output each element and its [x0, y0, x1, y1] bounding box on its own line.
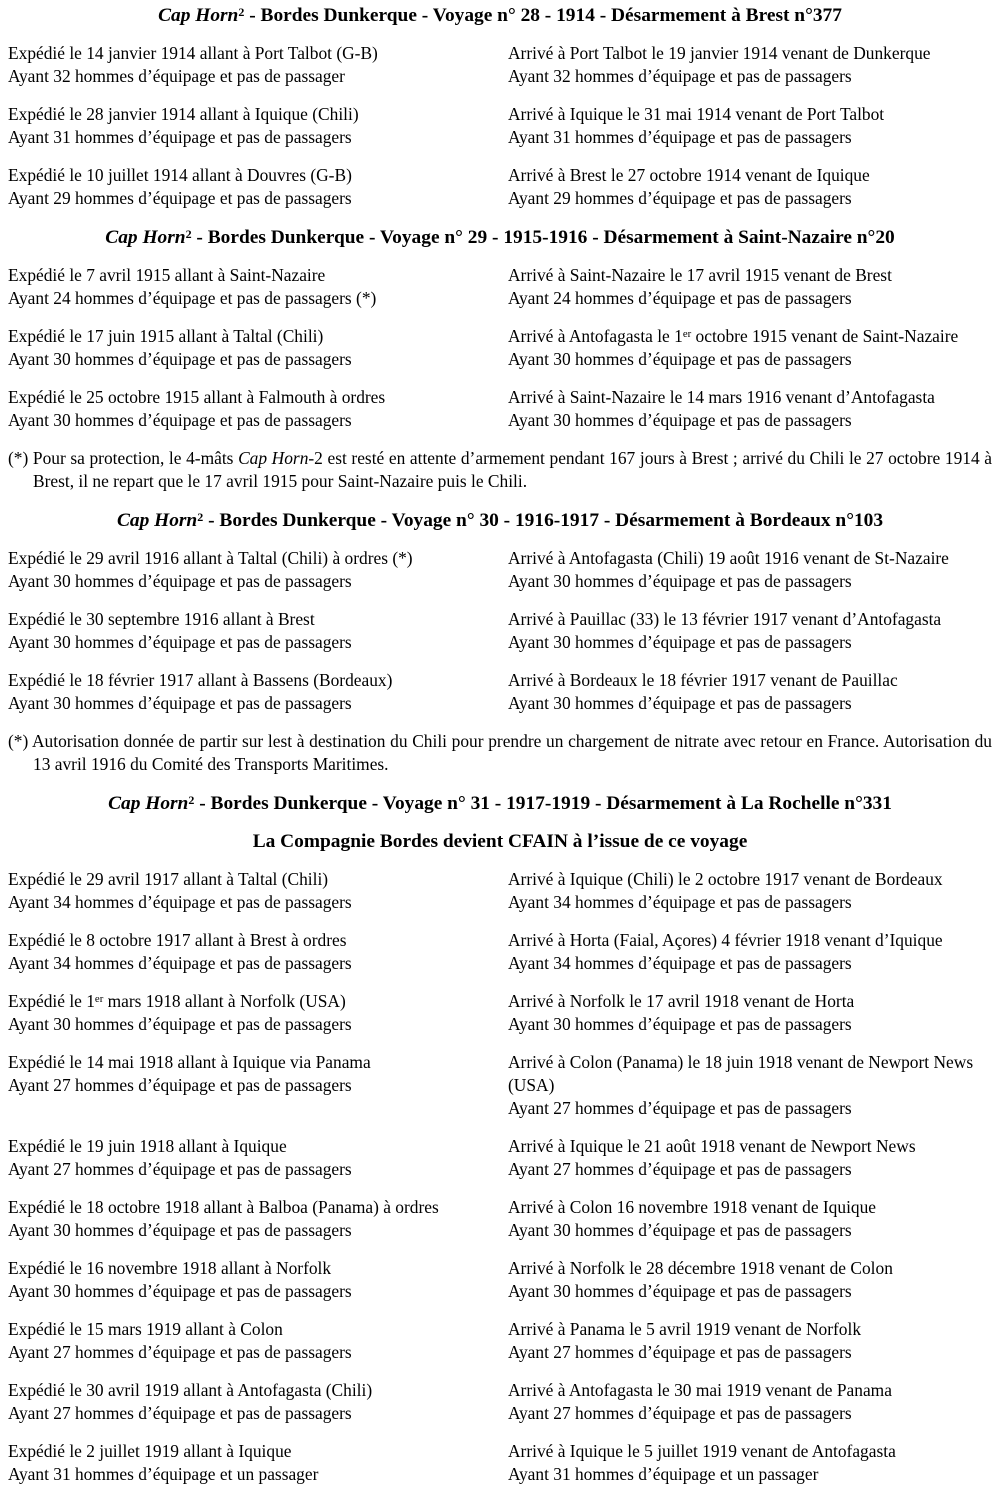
arrival-cell — [508, 1257, 992, 1303]
voyage-entry — [8, 103, 992, 149]
crew-line: Ayant 30 hommes d’équipage et pas de passagers — [8, 571, 352, 591]
crew-line: Ayant 30 hommes d’équipage et pas de passagers — [508, 1014, 852, 1034]
ship-number-sup: 2 — [188, 792, 195, 807]
crew-line: Ayant 31 hommes d’équipage et un passager — [508, 1464, 819, 1484]
arrival-line: Arrivé à Iquique le 5 juillet 1919 venant de Antofagasta — [508, 1441, 896, 1461]
departure-cell — [8, 990, 508, 1036]
crew-line: Ayant 27 hommes d’équipage et pas de passagers — [508, 1403, 852, 1423]
crew-line: Ayant 27 hommes d’équipage et pas de passagers — [508, 1342, 852, 1362]
voyage-entry — [8, 1440, 992, 1486]
crew-line: Ayant 27 hommes d’équipage et pas de passagers — [508, 1098, 852, 1118]
ship-name: Cap Horn — [238, 448, 309, 468]
section-title-text: - Bordes Dunkerque - Voyage n° 28 - 1914 - Désarmement à Brest n°377 — [244, 5, 842, 26]
footnote-text: (*) Pour sa protection, le 4-mâts — [8, 448, 239, 468]
voyage-entry — [8, 264, 992, 310]
section-title — [8, 226, 992, 250]
arrival-line: Arrivé à Brest le 27 octobre 1914 venant de Iquique — [508, 165, 870, 185]
voyage-entry — [8, 1196, 992, 1242]
crew-line: Ayant 30 hommes d’équipage et pas de passagers — [8, 1014, 352, 1034]
crew-line: Ayant 34 hommes d’équipage et pas de passagers — [508, 892, 852, 912]
voyage-entry — [8, 547, 992, 593]
crew-line: Ayant 27 hommes d’équipage et pas de passagers — [8, 1403, 352, 1423]
voyage-entry — [8, 669, 992, 715]
voyage-section-31 — [8, 792, 992, 1486]
departure-line: Expédié le 30 avril 1919 allant à Antofagasta (Chili) — [8, 1380, 373, 1400]
arrival-line: Arrivé à Colon (Panama) le 18 juin 1918 venant de Newport News (USA) — [508, 1052, 974, 1095]
arrival-cell — [508, 325, 992, 371]
crew-line: Ayant 24 hommes d’équipage et pas de passagers — [508, 288, 852, 308]
arrival-cell — [508, 103, 992, 149]
crew-line: Ayant 29 hommes d’équipage et pas de passagers — [508, 188, 852, 208]
departure-cell — [8, 325, 508, 371]
departure-line: Expédié le 14 mai 1918 allant à Iquique via Panama — [8, 1052, 371, 1072]
crew-line: Ayant 32 hommes d’équipage et pas de passager — [8, 66, 345, 86]
arrival-line: Arrivé à Port Talbot le 19 janvier 1914 venant de Dunkerque — [508, 43, 931, 63]
departure-line: Expédié le 19 juin 1918 allant à Iquique — [8, 1136, 287, 1156]
departure-line: Expédié le 16 novembre 1918 allant à Norfolk — [8, 1258, 332, 1278]
ship-number-sup: 2 — [197, 509, 204, 524]
departure-line: Expédié le 30 septembre 1916 allant à Brest — [8, 609, 315, 629]
departure-cell — [8, 868, 508, 914]
departure-line: Expédié le 25 octobre 1915 allant à Falmouth à ordres — [8, 387, 386, 407]
crew-line: Ayant 30 hommes d’équipage et pas de passagers — [8, 632, 352, 652]
departure-cell — [8, 669, 508, 715]
departure-cell — [8, 547, 508, 593]
crew-line: Ayant 30 hommes d’équipage et pas de passagers — [8, 1281, 352, 1301]
voyage-entry — [8, 929, 992, 975]
arrival-line: Arrivé à Panama le 5 avril 1919 venant de Norfolk — [508, 1319, 862, 1339]
arrival-cell — [508, 1379, 992, 1425]
voyage-entry — [8, 386, 992, 432]
departure-cell — [8, 1257, 508, 1303]
departure-line: Expédié le 29 avril 1916 allant à Taltal (Chili) à ordres (*) — [8, 548, 413, 568]
departure-line: Expédié le 17 juin 1915 allant à Taltal (Chili) — [8, 326, 324, 346]
section-title-text: - Bordes Dunkerque - Voyage n° 29 - 1915-1916 - Désarmement à Saint-Nazaire n°20 — [191, 227, 895, 248]
footnote — [8, 447, 992, 493]
departure-cell — [8, 1051, 508, 1120]
voyage-section-30 — [8, 509, 992, 776]
departure-line: Expédié le 29 avril 1917 allant à Taltal (Chili) — [8, 869, 329, 889]
section-title-text: - Bordes Dunkerque - Voyage n° 31 - 1917-1919 - Désarmement à La Rochelle n°331 — [194, 793, 892, 814]
arrival-line: Arrivé à Saint-Nazaire le 17 avril 1915 venant de Brest — [508, 265, 892, 285]
departure-cell — [8, 1196, 508, 1242]
departure-line: Expédié le 14 janvier 1914 allant à Port Talbot (G-B) — [8, 43, 378, 63]
section-title — [8, 4, 992, 28]
section-subtitle: La Compagnie Bordes devient CFAIN à l’issue de ce voyage — [252, 831, 748, 852]
crew-line: Ayant 30 hommes d’équipage et pas de passagers — [508, 632, 852, 652]
footnote: (*) Autorisation donnée de partir sur lest à destination du Chili pour prendre un chargement de nitrate avec retour en France. Autorisation du 13 avril 1916 du Comité des Transports Maritimes. — [8, 731, 992, 774]
crew-line: Ayant 30 hommes d’équipage et pas de passagers — [508, 349, 852, 369]
arrival-line: Arrivé à Antofagasta (Chili) 19 août 1916 venant de St-Nazaire — [508, 548, 949, 568]
crew-line: Ayant 27 hommes d’équipage et pas de passagers — [508, 1159, 852, 1179]
ship-name: Cap Horn — [108, 793, 189, 814]
crew-line: Ayant 24 hommes d’équipage et pas de passagers (*) — [8, 288, 377, 308]
voyage-section-28 — [8, 4, 992, 210]
departure-line-text: Expédié le 1 — [8, 991, 95, 1011]
ship-name: Cap Horn — [105, 227, 186, 248]
crew-line: Ayant 30 hommes d’équipage et pas de passagers — [508, 1281, 852, 1301]
departure-line: Expédié le 2 juillet 1919 allant à Iquique — [8, 1441, 292, 1461]
departure-line: Expédié le 18 février 1917 allant à Bassens (Bordeaux) — [8, 670, 393, 690]
arrival-line: Arrivé à Norfolk le 28 décembre 1918 venant de Colon — [508, 1258, 893, 1278]
arrival-line: Arrivé à Norfolk le 17 avril 1918 venant de Horta — [508, 991, 855, 1011]
departure-cell — [8, 1318, 508, 1364]
crew-line: Ayant 30 hommes d’équipage et pas de passagers — [508, 693, 852, 713]
voyage-entry — [8, 325, 992, 371]
ordinal-sup: er — [94, 993, 104, 1006]
arrival-cell — [508, 1440, 992, 1486]
departure-line: Expédié le 10 juillet 1914 allant à Douvres (G-B) — [8, 165, 352, 185]
arrival-cell — [508, 1135, 992, 1181]
voyage-entry — [8, 1135, 992, 1181]
section-title-text: - Bordes Dunkerque - Voyage n° 30 - 1916-1917 - Désarmement à Bordeaux n°103 — [203, 510, 884, 531]
ordinal-sup: er — [682, 328, 692, 341]
departure-line: Expédié le 7 avril 1915 allant à Saint-Nazaire — [8, 265, 326, 285]
arrival-cell — [508, 42, 992, 88]
arrival-cell — [508, 547, 992, 593]
arrival-cell — [508, 1051, 992, 1120]
arrival-line: Arrivé à Iquique le 31 mai 1914 venant de Port Talbot — [508, 104, 885, 124]
departure-cell — [8, 929, 508, 975]
departure-cell — [8, 103, 508, 149]
arrival-cell — [508, 1318, 992, 1364]
departure-line-text: mars 1918 allant à Norfolk (USA) — [103, 991, 346, 1011]
crew-line: Ayant 27 hommes d’équipage et pas de passagers — [8, 1342, 352, 1362]
arrival-line: Arrivé à Bordeaux le 18 février 1917 venant de Pauillac — [508, 670, 898, 690]
arrival-cell — [508, 669, 992, 715]
crew-line: Ayant 29 hommes d’équipage et pas de passagers — [8, 188, 352, 208]
departure-line: Expédié le 18 octobre 1918 allant à Balboa (Panama) à ordres — [8, 1197, 439, 1217]
crew-line: Ayant 34 hommes d’équipage et pas de passagers — [508, 953, 852, 973]
departure-cell — [8, 1135, 508, 1181]
arrival-line: Arrivé à Iquique le 21 août 1918 venant de Newport News — [508, 1136, 916, 1156]
crew-line: Ayant 31 hommes d’équipage et un passager — [8, 1464, 319, 1484]
ship-number-sup: 2 — [185, 226, 192, 241]
voyage-section-29 — [8, 226, 992, 493]
departure-cell — [8, 608, 508, 654]
ship-name: Cap Horn — [158, 5, 239, 26]
crew-line: Ayant 34 hommes d’équipage et pas de passagers — [8, 892, 352, 912]
crew-line: Ayant 30 hommes d’équipage et pas de passagers — [8, 410, 352, 430]
departure-line: Expédié le 8 octobre 1917 allant à Brest à ordres — [8, 930, 347, 950]
crew-line: Ayant 34 hommes d’équipage et pas de passagers — [8, 953, 352, 973]
arrival-line: Arrivé à Horta (Faial, Açores) 4 février 1918 venant d’Iquique — [508, 930, 943, 950]
voyage-entry — [8, 1379, 992, 1425]
crew-line: Ayant 31 hommes d’équipage et pas de passagers — [8, 127, 352, 147]
departure-cell — [8, 1440, 508, 1486]
section-title — [8, 509, 992, 533]
arrival-cell — [508, 386, 992, 432]
crew-line: Ayant 27 hommes d’équipage et pas de passagers — [8, 1159, 352, 1179]
arrival-cell — [508, 608, 992, 654]
voyage-entry — [8, 608, 992, 654]
departure-cell — [8, 164, 508, 210]
voyage-entry — [8, 42, 992, 88]
departure-cell — [8, 1379, 508, 1425]
departure-line: Expédié le 15 mars 1919 allant à Colon — [8, 1319, 283, 1339]
arrival-line-text: Arrivé à Antofagasta le 1 — [508, 326, 683, 346]
arrival-line: Arrivé à Colon 16 novembre 1918 venant de Iquique — [508, 1197, 877, 1217]
voyage-entry — [8, 990, 992, 1036]
arrival-cell — [508, 929, 992, 975]
arrival-line-text: octobre 1915 venant de Saint-Nazaire — [691, 326, 959, 346]
ship-name: Cap Horn — [116, 510, 198, 531]
departure-line: Expédié le 28 janvier 1914 allant à Iquique (Chili) — [8, 104, 359, 124]
arrival-cell — [508, 264, 992, 310]
departure-cell — [8, 386, 508, 432]
voyage-entry — [8, 1257, 992, 1303]
section-title — [8, 792, 992, 816]
arrival-line: Arrivé à Iquique (Chili) le 2 octobre 1917 venant de Bordeaux — [508, 869, 943, 889]
arrival-line: Arrivé à Antofagasta le 30 mai 1919 venant de Panama — [508, 1380, 892, 1400]
arrival-cell — [508, 990, 992, 1036]
crew-line: Ayant 30 hommes d’équipage et pas de passagers — [508, 1220, 852, 1240]
arrival-cell — [508, 868, 992, 914]
departure-cell — [8, 42, 508, 88]
voyage-entry — [8, 1051, 992, 1120]
crew-line: Ayant 30 hommes d’équipage et pas de passagers — [508, 410, 852, 430]
arrival-cell — [508, 164, 992, 210]
arrival-line: Arrivé à Pauillac (33) le 13 février 1917 venant d’Antofagasta — [508, 609, 942, 629]
crew-line: Ayant 32 hommes d’équipage et pas de passagers — [508, 66, 852, 86]
voyage-entry — [8, 868, 992, 914]
arrival-line: Arrivé à Saint-Nazaire le 14 mars 1916 venant d’Antofagasta — [508, 387, 935, 407]
ship-number-sup: 2 — [238, 4, 245, 19]
departure-line — [8, 990, 498, 1013]
crew-line: Ayant 30 hommes d’équipage et pas de passagers — [508, 571, 852, 591]
crew-line: Ayant 30 hommes d’équipage et pas de passagers — [8, 349, 352, 369]
departure-cell — [8, 264, 508, 310]
arrival-cell — [508, 1196, 992, 1242]
voyage-entry — [8, 1318, 992, 1364]
crew-line: Ayant 30 hommes d’équipage et pas de passagers — [8, 1220, 352, 1240]
crew-line: Ayant 27 hommes d’équipage et pas de passagers — [8, 1075, 352, 1095]
crew-line: Ayant 31 hommes d’équipage et pas de passagers — [508, 127, 852, 147]
crew-line: Ayant 30 hommes d’équipage et pas de passagers — [8, 693, 352, 713]
voyage-entry — [8, 164, 992, 210]
footnote-text: -2 est resté en attente d’armement pendant 167 jours à Brest ; arrivé du Chili le 27 octobre 1914 à Brest, il ne repart que le 17 avril 1915 pour Saint-Nazaire puis le Chili. — [33, 448, 992, 491]
arrival-line — [508, 325, 992, 348]
